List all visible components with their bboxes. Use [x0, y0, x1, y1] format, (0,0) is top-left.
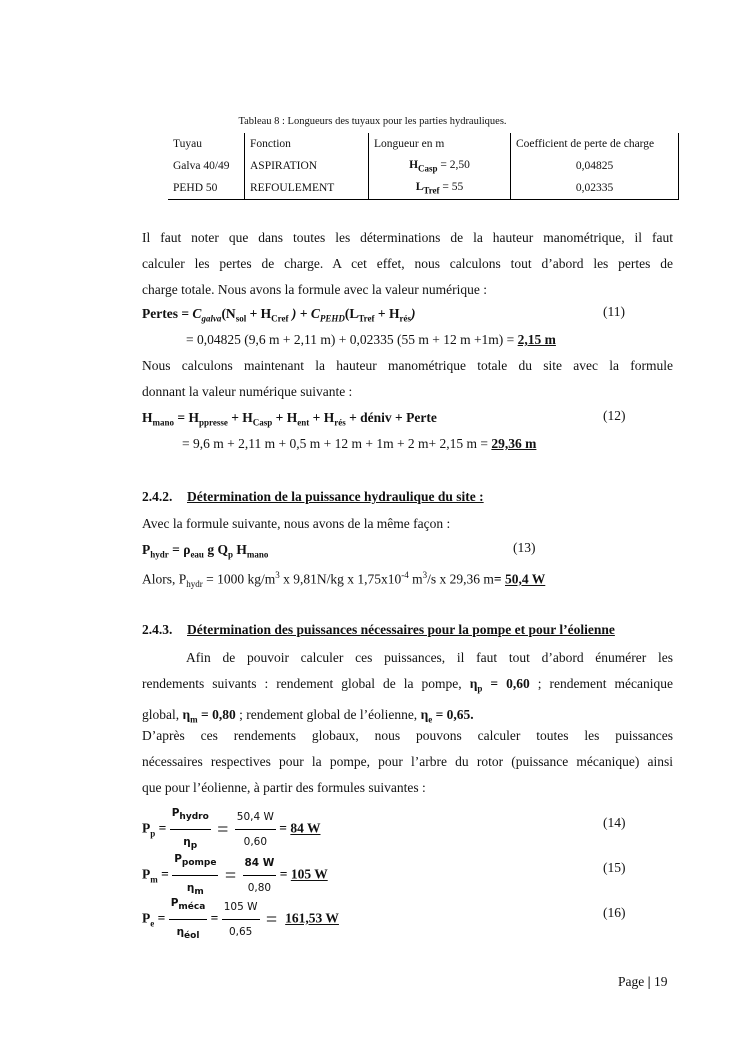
result-hmano: 29,36 m [491, 436, 537, 451]
equation-13: $P_{hydr} = \rho_{eau}$ g $Q_p$ $H_{mano}$ [142, 542, 269, 560]
result-pe: 161,53 W [285, 910, 339, 926]
paragraph-puissances-intro: D’après ces rendements globaux, nous pouvons calculer toutes les puissances nécessaires respectives pour la pompe, pour l’arbre du rotor (puissance mécanique) ainsi que pour l’éolienne, à partir des formules suivantes : [142, 728, 673, 795]
page-footer: Page | 19 [618, 974, 668, 989]
equation-number: (13) [513, 540, 536, 555]
paragraph-hmano-intro: Nous calculons maintenant la hauteur manométrique totale du site avec la formule donnant la valeur numérique suivante : [142, 358, 673, 399]
eta-symbol: η [182, 706, 191, 722]
equation-11: Pertes = $C_{galva}(N_{sol} + H_{Cref}$ ) + $C_{PEHD}(L_{Tref} + H_{rés})$ [142, 306, 416, 324]
equation-number: (15) [603, 860, 626, 875]
table-row [168, 155, 679, 177]
fraction-numeric: $\frac{50,4 W}{0,60}$ [235, 807, 276, 852]
fraction-numeric: $\frac{105 W}{0,65}$ [222, 897, 260, 942]
paragraph-rendements: Afin de pouvoir calculer ces puissances, il faut tout d’abord énumérer les rendements suivants : rendement global de la pompe, $\eta_p = 0,60$ ; rendement mécanique global, $\eta_m = 0,80$ ; rendement global de l’éolienne, $\eta_e = 0,65$. [142, 650, 673, 725]
equation-13-calc: Alors, $P_{hydr} = 1000$ $kg/m^3$ x 9,81N/kg x $1,75x10^{-4}$ $m^3/s$ x 29,36 m= 50,4 W [142, 570, 546, 590]
equation-12: $H_{mano} = H_{ppresse} + H_{Casp} + H_{ent} + H_{rés}$ + déniv + Perte [142, 410, 437, 428]
result-pp: 84 W [290, 820, 321, 836]
cell-longueur: $L_{Tref} = 55$ [369, 177, 511, 200]
header-coefficient: Coefficient de perte de charge [511, 133, 679, 155]
header-fonction: Fonction [245, 133, 369, 155]
equation-number: (11) [603, 304, 625, 319]
cell-fonction: REFOULEMENT [245, 177, 369, 200]
equation-14: $P_p$ = $\frac{P_{hydro}}{\eta_p}$ = $\frac{50,4 W}{0,60}$ = 84 W [142, 803, 321, 856]
equation-number: (12) [603, 408, 626, 423]
header-longueur: Longueur en m [369, 133, 511, 155]
table-header-row [168, 133, 679, 155]
equation-12-calc: = 9,6 m + 2,11 m + 0,5 m + 12 m + 1m + 2 m+ 2,15 m = 29,36 m [182, 436, 537, 451]
cell-tuyau: PEHD 50 [168, 177, 245, 200]
section-heading-2-4-2: 2.4.2. Détermination de la puissance hydraulique du site : [142, 489, 484, 504]
table-row [168, 177, 679, 200]
table-caption: Tableau 8 : Longueurs des tuyaux pour les parties hydrauliques. [238, 116, 507, 127]
equation-number: (16) [603, 905, 626, 920]
result-pertes: 2,15 m [517, 332, 556, 347]
equation-16: $P_e$ = $\frac{P_{méca}}{\eta_{éol}}$ = $\frac{105 W}{0,65}$ = 161,53 W [142, 893, 339, 946]
result-phydr: 50,4 W [505, 571, 546, 587]
fraction-symbolic: $\frac{P_{pompe}}{\eta_m}$ [172, 849, 218, 902]
cell-coefficient: 0,02335 [511, 177, 679, 200]
eta-symbol: η [420, 706, 429, 722]
header-tuyau: Tuyau [173, 138, 202, 150]
equation-11-calc: = 0,04825 (9,6 m + 2,11 m) + 0,02335 (55 m + 12 m +1m) = 2,15 m [186, 332, 556, 347]
fraction-numeric: $\frac{84 W}{0,80}$ [243, 853, 277, 898]
pipe-length-table [168, 133, 679, 200]
fraction-symbolic: $\frac{P_{méca}}{\eta_{éol}}$ [169, 893, 208, 946]
paragraph-pertes-intro: Il faut noter que dans toutes les déterminations de la hauteur manométrique, il faut calculer les pertes de charge. A cet effet, nous calculons tout d’abord les pertes de charge totale. Nous avons la formule avec la valeur numérique : [142, 230, 673, 297]
eta-symbol: η [469, 676, 478, 691]
cell-coefficient: 0,04825 [511, 155, 679, 177]
cell-longueur: $H_{Casp} = 2,50$ [369, 155, 511, 177]
section-heading-2-4-3: 2.4.3. Détermination des puissances nécessaires pour la pompe et pour l’éolienne [142, 622, 615, 637]
cell-fonction: ASPIRATION [245, 155, 369, 177]
fraction-symbolic: $\frac{P_{hydro}}{\eta_p}$ [170, 803, 211, 856]
cell-tuyau: Galva 40/49 [173, 160, 230, 172]
result-pm: 105 W [290, 866, 328, 882]
page-number: 19 [653, 974, 668, 989]
equation-15: $P_m$ = $\frac{P_{pompe}}{\eta_m}$ = $\frac{84 W}{0,80}$ = 105 W [142, 849, 328, 902]
equation-number: (14) [603, 815, 626, 830]
section-2-4-2-intro: Avec la formule suivante, nous avons de la même façon : [142, 516, 451, 531]
